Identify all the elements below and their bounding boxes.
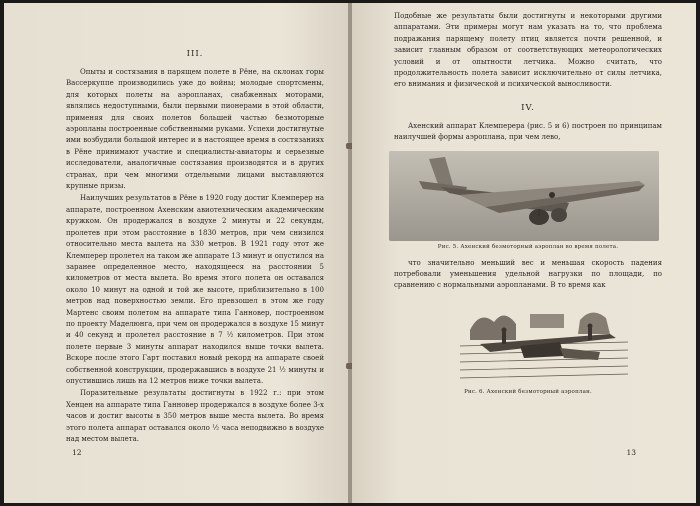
figure-5-caption: Рис. 5. Ахенский безмоторный аэроплан во время полета. [437, 243, 619, 250]
book-spread [4, 3, 696, 503]
left-page [4, 3, 350, 503]
paragraph: Ахенский аппарат Клемперера (рис. 5 и 6) построен по принципам наилучшей формы аэроплана, при чем лево, [394, 121, 662, 142]
chapter-heading-iv: IV. [521, 102, 535, 113]
page-number-right: 13 [626, 448, 636, 457]
glider-on-ground-engraving [460, 300, 628, 386]
right-page [352, 3, 696, 503]
paragraph: Подобные же результаты были достигнуты и некоторыми другими аппаратами. Эти примеры могут нам указать на то, что проблема подражания парящему полету птиц является почти решенной, и зависит главным образом от соответствующих метеорологических условий и от опытности летчика. Можно считать, что продолжительность полета зависит исключительно от силы летчика, его внимания и физической и психической выносливости. [394, 12, 662, 89]
page-number-left: 12 [72, 448, 82, 457]
figure-6-illustration [460, 300, 628, 386]
glider-in-flight-photo [389, 151, 659, 241]
chapter-heading-iii: III. [186, 49, 204, 59]
paragraph: что значительно меньший вес и меньшая скорость падения потребовали уменьшения удельной нагрузки по площади, по сравнению с нормальными аэропланами. В то время как [394, 258, 662, 290]
figure-6-caption: Рис. 6. Ахенский безмоторный аэроплан. [464, 388, 592, 395]
paragraph: Поразительные результаты достигнуты в 1922 г.: при этом Хенцен на аппарате типа Ганновер продержался в воздухе более 3-х часов и достиг высоты в 350 метров выше места вылета. Во время этого полета аппарат оставался около ½ часа неподвижно в воздухе над местом вылета. [66, 389, 324, 443]
paragraph: Опыты и состязания в парящем полете в Рёне, на склонах горы Вассеркуппе производились уже до войны; молодые спортсмены, для которых полеты на аэропланах, снабженных моторами, являлись недоступными, были первыми пионерами в этой области, применяя для своих полетов большей частью безмоторные аэропланы построенные собственными руками. Успехи достигнутые ими возбудили большой интерес и в настоящее время в состязаниях в Рёне принимают участие и специалисты-авиаторы и серьезные исследователи, аналогичные состязания производятся и в других странах, при чем многими отдельными лицами выставляются крупные призы. [66, 68, 324, 191]
paragraph: Наилучших результатов в Рёне в 1920 году достиг Клемперер на аппарате, построенном Ахенским авиотехническим академическим кружком. Он продержался в воздухе 2 минуты и 22 секунды, пролетев при этом расстояние в 1830 метров, при чем снизился относительно места вылета на 330 метров. В 1921 году этот же Клемперер пролетел на таком же аппарате 13 минут и опустился на заранее определенное место, находящееся на расстоянии 5 километров от места вылета. Во время этого полета он оставался около 10 минут на одной и той же высоте, приблизительно в 100 метров над поверхностью земли. Его превзошел в этом же году Мартенс своим полетом на аппарате типа Ганновер, построенном по проекту Маделюнга, при чем он продержался в воздухе 15 минут и 40 секунд и пролетел расстояние в 7 ½ километров. При этом полете первые 3 минуты аппарат находился выше точки вылета. Вскоре после этого Гарт поставил новый рекорд на аппарате своей собственной конструкции, продержавшись в воздухе 21 ½ минуты и опустившись лишь на 12 метров ниже точки вылета. [66, 194, 324, 385]
figure-5-photo [389, 151, 659, 241]
